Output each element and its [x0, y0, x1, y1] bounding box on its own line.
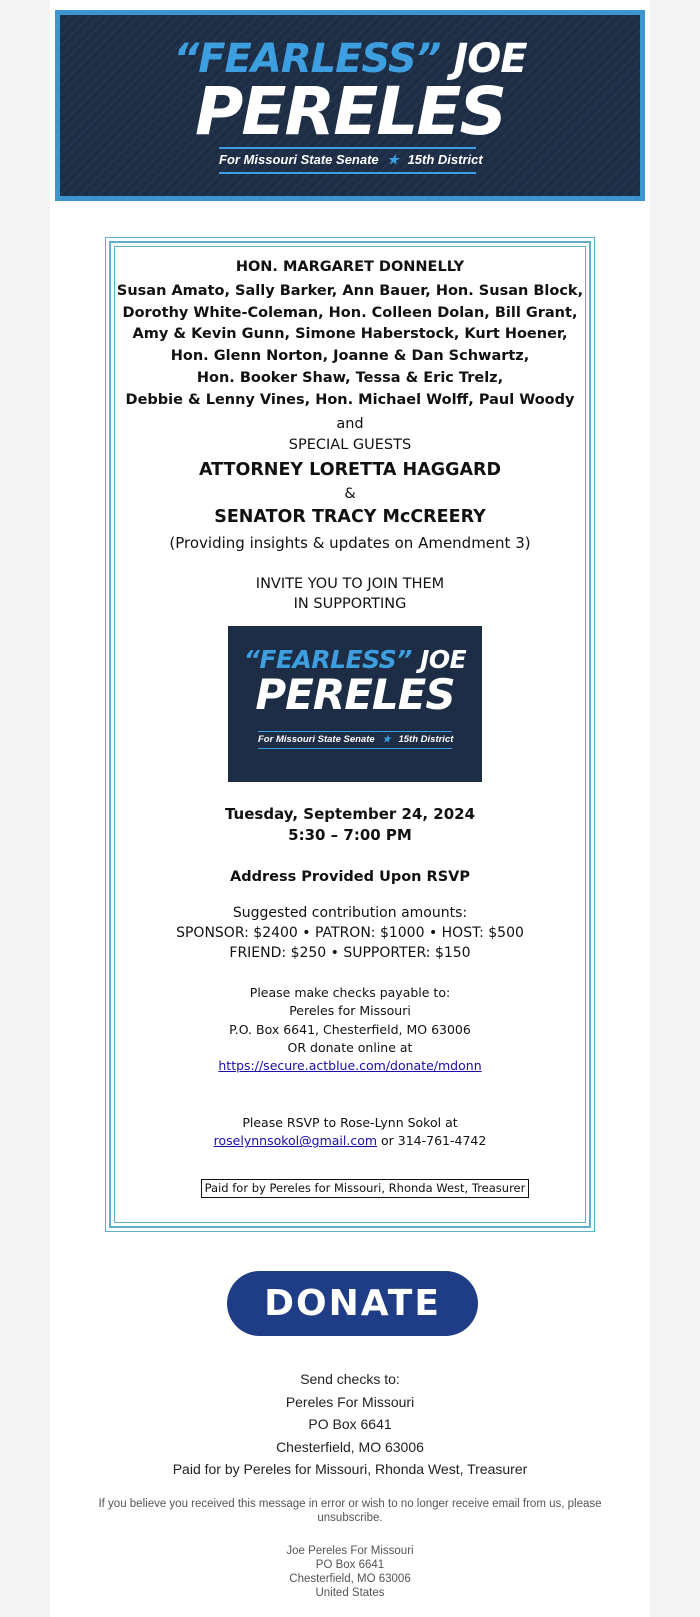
host-line: Dorothy White-Coleman, Hon. Colleen Dolan, Bill Grant, — [122, 304, 578, 321]
paid-for-disclaimer: Paid for by Pereles for Missouri, Rhonda West, Treasurer — [201, 1179, 529, 1198]
ampersand: & — [344, 486, 356, 502]
org-line: Chesterfield, MO 63006 — [289, 1573, 411, 1585]
org-line: Joe Pereles For Missouri — [286, 1545, 414, 1557]
rsvp-info — [115, 1114, 585, 1151]
invite-line-2: IN SUPPORTING — [293, 596, 407, 612]
org-line: United States — [315, 1587, 385, 1599]
special-guests-label: SPECIAL GUESTS — [288, 437, 412, 453]
special-guest-1: ATTORNEY LORETTA HAGGARD — [198, 460, 502, 480]
contribution-label: Suggested contribution amounts: — [232, 905, 468, 921]
header-banner — [55, 10, 645, 201]
invitation-content — [114, 246, 586, 1223]
contribution-amounts — [115, 903, 585, 963]
event-datetime — [115, 804, 585, 846]
logo-pereles: PERELES — [194, 73, 506, 150]
host-line: Hon. Booker Shaw, Tessa & Eric Trelz, — [196, 369, 504, 386]
rsvp-phone: or 314-761-4742 — [377, 1133, 487, 1149]
logo-fearless: “FEARLESS” — [173, 36, 441, 82]
host-line: Amy & Kevin Gunn, Simone Haberstock, Kurt Hoener, — [132, 326, 568, 343]
host-line: Hon. Glenn Norton, Joanne & Dan Schwartz, — [170, 348, 530, 365]
donate-button[interactable]: DONATE — [227, 1271, 478, 1336]
invitation-frame — [105, 237, 595, 1232]
mini-logo-subtitle — [258, 731, 452, 749]
invitation-frame-inner — [109, 241, 591, 1228]
check-instructions — [115, 984, 585, 1075]
event-date: Tuesday, September 24, 2024 — [224, 805, 476, 823]
footer-line: PO Box 6641 — [308, 1416, 392, 1433]
host-list — [115, 281, 585, 411]
host-title: HON. MARGARET DONNELLY — [235, 259, 465, 275]
email-page — [50, 0, 650, 1617]
contribution-line-1: SPONSOR: $2400 • PATRON: $1000 • HOST: $500 — [176, 925, 524, 941]
footer-line: Pereles For Missouri — [285, 1393, 415, 1410]
host-line: Susan Amato, Sally Barker, Ann Bauer, Hon. Susan Block, — [116, 283, 584, 299]
footer-line: Send checks to: — [300, 1371, 400, 1387]
logo-subtitle — [219, 147, 483, 174]
address-note: Address Provided Upon RSVP — [229, 869, 471, 885]
star-icon: ★ — [382, 734, 391, 745]
mini-logo-fearless: “FEARLESS” — [243, 645, 412, 674]
mini-logo-joe: JOE — [420, 645, 467, 674]
unsubscribe-disclaimer: If you believe you received this message in error or wish to no longer receive email from us, please unsubscribe. — [98, 1498, 602, 1524]
logo-subtitle-right: 15th District — [407, 152, 483, 167]
host-line: Debbie & Lenny Vines, Hon. Michael Wolff, Paul Woody — [125, 391, 575, 408]
footer-line: Paid for by Pereles for Missouri, Rhonda West, Treasurer — [172, 1461, 528, 1478]
insights-note: (Providing insights & updates on Amendment 3) — [169, 534, 531, 552]
logo-subtitle-left: For Missouri State Senate — [219, 152, 379, 167]
donate-online-label: OR donate online at — [287, 1039, 413, 1055]
special-guest-2: SENATOR TRACY McCREERY — [214, 507, 486, 527]
checks-label: Please make checks payable to: — [249, 985, 451, 1000]
mini-logo-pereles: PERELES — [255, 670, 455, 719]
campaign-logo — [60, 15, 640, 196]
star-icon: ★ — [387, 152, 399, 167]
checks-payee: Pereles for Missouri — [289, 1003, 411, 1019]
event-time: 5:30 – 7:00 PM — [288, 826, 412, 844]
contribution-line-2: FRIEND: $250 • SUPPORTER: $150 — [229, 945, 471, 961]
footer-line: Chesterfield, MO 63006 — [276, 1438, 424, 1455]
org-line: PO Box 6641 — [315, 1559, 385, 1571]
footer-org-address — [50, 1544, 650, 1600]
footer-mailing-info — [50, 1368, 650, 1481]
mini-logo-subtitle-left: For Missouri State Senate — [258, 734, 375, 745]
logo-joe: JOE — [453, 36, 527, 82]
mini-logo-subtitle-right: 15th District — [398, 734, 454, 745]
and-text: and — [336, 416, 364, 432]
invite-text — [115, 574, 585, 614]
donate-link[interactable]: https://secure.actblue.com/donate/mdonn — [218, 1058, 482, 1074]
campaign-logo-small — [228, 626, 482, 782]
rsvp-label: Please RSVP to Rose-Lynn Sokol at — [242, 1115, 458, 1130]
invite-line-1: INVITE YOU TO JOIN THEM — [255, 576, 445, 592]
rsvp-email-link[interactable]: roselynnsokol@gmail.com — [213, 1133, 378, 1149]
checks-address: P.O. Box 6641, Chesterfield, MO 63006 — [229, 1021, 471, 1037]
